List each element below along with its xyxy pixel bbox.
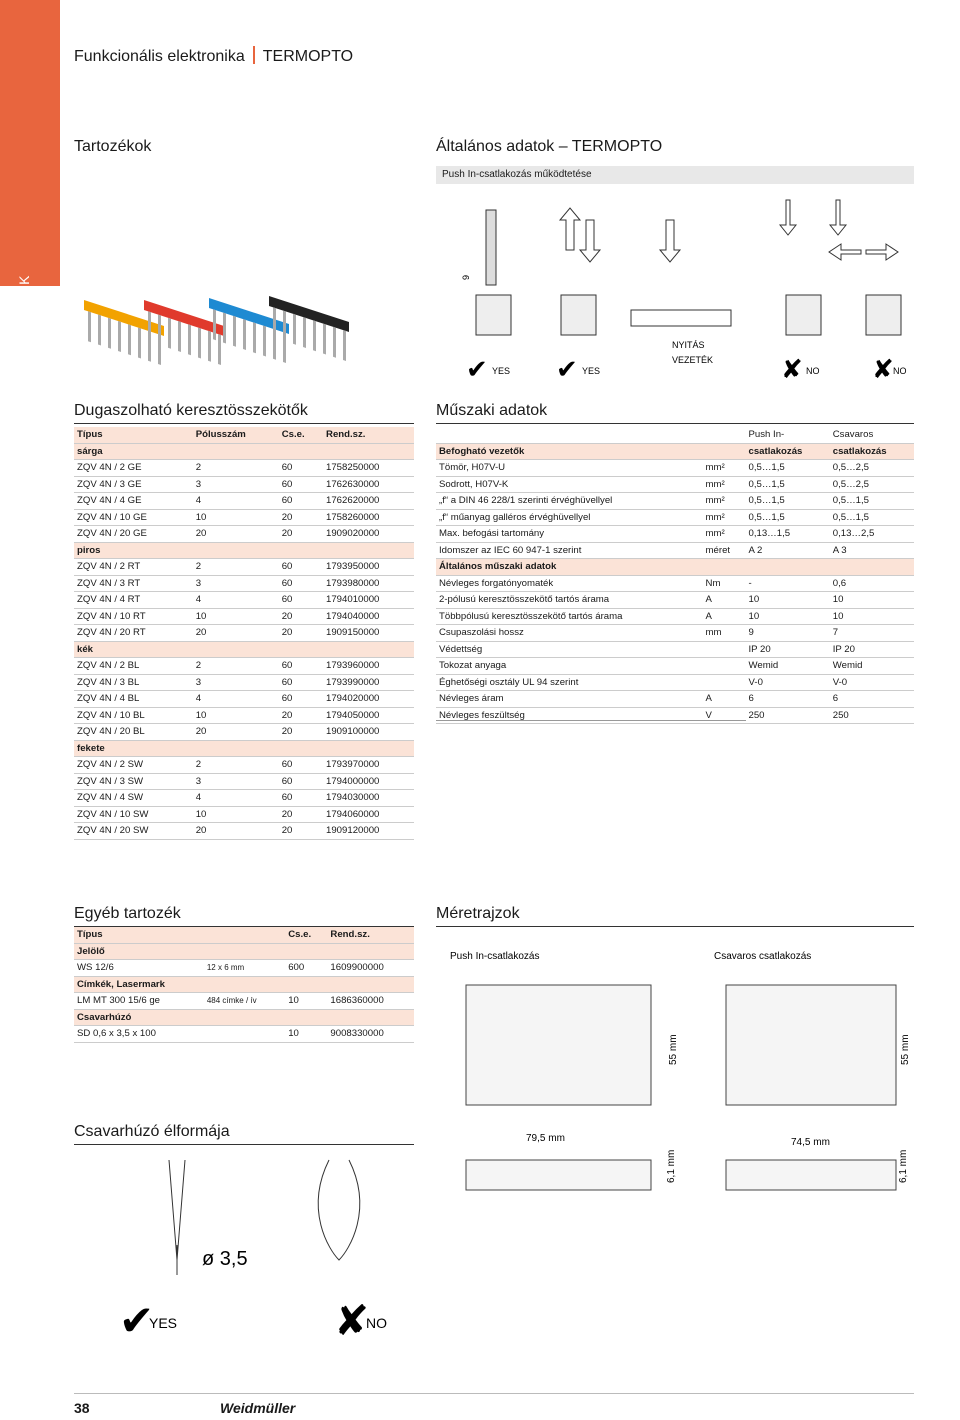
height-label-1: 55 mm xyxy=(668,1034,679,1065)
table-cell: ZQV 4N / 2 BL xyxy=(74,658,193,675)
table-cell: Védettség xyxy=(436,641,703,658)
table-cell: „f“ a DIN 46 228/1 szerinti érvéghüvellyel xyxy=(436,493,703,510)
table-cell: 0,5…2,5 xyxy=(830,460,914,477)
table-row xyxy=(74,790,414,807)
table-cell: ZQV 4N / 10 GE xyxy=(74,509,193,526)
footer-rule xyxy=(74,1393,914,1394)
table-cell: 20 xyxy=(279,806,323,823)
check-icon-1: ✔ xyxy=(466,354,488,384)
accessories-title: Tartozékok xyxy=(74,138,152,155)
table-row xyxy=(436,542,914,559)
table-cell: 4 xyxy=(193,691,279,708)
group-row xyxy=(74,976,414,993)
table-header-row xyxy=(74,427,414,443)
table-cell: 2 xyxy=(193,559,279,576)
table-cell xyxy=(703,674,746,691)
header-category: Funkcionális elektronika xyxy=(74,48,245,65)
table-cell: 10 xyxy=(285,1026,327,1043)
arrow-up-icon xyxy=(560,208,580,250)
table-cell: ZQV 4N / 20 RT xyxy=(74,625,193,642)
table-row xyxy=(74,493,414,510)
column-header: Cs.e. xyxy=(279,427,323,443)
no-label-2: NO xyxy=(893,366,907,376)
group-name: sárga xyxy=(74,443,414,460)
table-cell: 20 xyxy=(279,608,323,625)
table-row xyxy=(74,608,414,625)
table-cell: 20 xyxy=(279,724,323,741)
table-cell: 1609900000 xyxy=(327,960,414,977)
bridges-table xyxy=(74,427,414,840)
table-cell: 60 xyxy=(279,460,323,477)
table-cell: Sodrott, H07V-K xyxy=(436,476,703,493)
no-label-3: NO xyxy=(366,1315,387,1331)
group-row xyxy=(74,443,414,460)
table-cell: 1793970000 xyxy=(323,757,414,774)
tech-rule xyxy=(436,423,914,424)
group-row xyxy=(74,740,414,757)
bridges-rule xyxy=(74,423,414,424)
table-cell: 60 xyxy=(279,773,323,790)
open-label: NYITÁS xyxy=(672,340,705,350)
table-cell: 0,5…1,5 xyxy=(746,460,830,477)
yes-label-2: YES xyxy=(582,366,601,376)
table-cell: V xyxy=(703,707,746,724)
table-cell: mm² xyxy=(703,460,746,477)
wire-diagram xyxy=(631,310,731,326)
table-cell: ZQV 4N / 2 RT xyxy=(74,559,193,576)
table-cell: WS 12/6 xyxy=(74,960,204,977)
table-cell: 0,6 xyxy=(830,575,914,592)
tech-end-rule xyxy=(436,720,746,721)
group-name: Címkék, Lasermark xyxy=(74,976,414,993)
table-cell: 20 xyxy=(279,625,323,642)
screw-top-view xyxy=(726,1160,896,1190)
push-in-drawing-label: Push In-csatlakozás xyxy=(450,951,540,962)
table-cell: 10 xyxy=(193,509,279,526)
table-cell: Névleges áram xyxy=(436,691,703,708)
table-cell: 10 xyxy=(746,608,830,625)
table-cell: 2 xyxy=(193,757,279,774)
table-cell: 1758250000 xyxy=(323,460,414,477)
table-cell: 0,13…2,5 xyxy=(830,526,914,543)
table-cell: 60 xyxy=(279,658,323,675)
table-row xyxy=(436,658,914,675)
width-label-2: 74,5 mm xyxy=(791,1137,830,1148)
table-cell: mm² xyxy=(703,526,746,543)
brand-logo: Weidmüller xyxy=(220,1400,296,1416)
table-cell: 12 x 6 mm xyxy=(204,960,285,977)
table-cell: Névleges feszültség xyxy=(436,707,703,724)
check-icon-3: ✔ xyxy=(119,1297,155,1344)
table-row xyxy=(74,993,414,1010)
arrow-down-left-icon xyxy=(780,200,796,235)
driver-diagram xyxy=(74,1150,414,1350)
table-cell: 1793990000 xyxy=(323,674,414,691)
cross-icon-3: ✘ xyxy=(334,1297,370,1344)
table-cell: A xyxy=(703,691,746,708)
table-cell: A 2 xyxy=(746,542,830,559)
table-row xyxy=(436,691,914,708)
table-cell: 20 xyxy=(193,724,279,741)
table-row xyxy=(74,1026,414,1043)
table-row xyxy=(436,575,914,592)
table-cell: ZQV 4N / 4 BL xyxy=(74,691,193,708)
table-cell: 0,5…1,5 xyxy=(830,493,914,510)
table-cell: IP 20 xyxy=(830,641,914,658)
table-cell xyxy=(703,641,746,658)
table-cell: 1794040000 xyxy=(323,608,414,625)
table-cell: A xyxy=(703,608,746,625)
table-cell: méret xyxy=(703,542,746,559)
column-header: Típus xyxy=(74,427,193,443)
table-cell: 484 címke / ív xyxy=(204,993,285,1010)
table-cell: 3 xyxy=(193,476,279,493)
terminal-3 xyxy=(786,295,821,335)
tech-table xyxy=(436,427,914,724)
table-cell: mm² xyxy=(703,509,746,526)
table-cell: 1793950000 xyxy=(323,559,414,576)
table-row xyxy=(74,592,414,609)
table-cell: 10 xyxy=(830,592,914,609)
table-row xyxy=(436,674,914,691)
table-cell: 2 xyxy=(193,658,279,675)
push-in-operation-bar xyxy=(436,166,914,184)
table-cell: 0,5…1,5 xyxy=(746,493,830,510)
section-row xyxy=(436,559,914,576)
table-cell: - xyxy=(746,575,830,592)
table-cell: 1762630000 xyxy=(323,476,414,493)
table-cell: 4 xyxy=(193,790,279,807)
col-screw-header: Csavaros xyxy=(830,427,914,443)
table-cell: 60 xyxy=(279,575,323,592)
screwdriver-tip xyxy=(486,210,496,285)
table-row xyxy=(74,658,414,675)
table-cell: LM MT 300 15/6 ge xyxy=(74,993,204,1010)
table-cell: 2 xyxy=(193,460,279,477)
table-row xyxy=(74,575,414,592)
table-cell: 1686360000 xyxy=(327,993,414,1010)
arrow-down-right-icon xyxy=(830,200,846,235)
table-cell: 7 xyxy=(830,625,914,642)
table-cell: 60 xyxy=(279,592,323,609)
section-header: Általános műszaki adatok xyxy=(436,559,914,576)
tech-header-row-2 xyxy=(436,443,914,460)
terminal-2 xyxy=(561,295,596,335)
table-cell: 60 xyxy=(279,757,323,774)
screw-drawing-label: Csavaros csatlakozás xyxy=(714,951,812,962)
arrow-right-icon xyxy=(866,244,898,260)
table-cell: 1909100000 xyxy=(323,724,414,741)
table-cell: 1793980000 xyxy=(323,575,414,592)
table-cell: 60 xyxy=(279,674,323,691)
table-cell: 10 xyxy=(193,806,279,823)
dims-rule xyxy=(436,926,914,927)
table-row xyxy=(74,691,414,708)
table-cell: ZQV 4N / 3 SW xyxy=(74,773,193,790)
section-header: Befogható vezetők xyxy=(436,443,746,460)
width-label-1: 79,5 mm xyxy=(526,1133,565,1144)
table-cell: 1758260000 xyxy=(323,509,414,526)
table-row xyxy=(74,757,414,774)
table-cell: ZQV 4N / 10 RT xyxy=(74,608,193,625)
table-row xyxy=(436,707,914,724)
table-cell: 3 xyxy=(193,575,279,592)
table-cell: 20 xyxy=(193,526,279,543)
table-cell: 1794020000 xyxy=(323,691,414,708)
other-title: Egyéb tartozék xyxy=(74,905,181,922)
driver-rule xyxy=(74,1144,414,1145)
table-row xyxy=(436,509,914,526)
table-cell: 1909120000 xyxy=(323,823,414,840)
table-row xyxy=(74,460,414,477)
table-cell: Tokozat anyaga xyxy=(436,658,703,675)
check-icon-2: ✔ xyxy=(556,354,578,384)
table-cell: 2-pólusú keresztösszekötő tartós árama xyxy=(436,592,703,609)
table-cell: 0,5…1,5 xyxy=(746,476,830,493)
table-cell: mm xyxy=(703,625,746,642)
sidebar-label: ÚJDONSÁGOK xyxy=(16,274,32,378)
table-row xyxy=(74,625,414,642)
table-row xyxy=(436,625,914,642)
table-cell: 60 xyxy=(279,493,323,510)
table-cell: Wemid xyxy=(746,658,830,675)
table-row xyxy=(436,526,914,543)
tech-header-row-1 xyxy=(436,427,914,443)
dim-9-label: 9 xyxy=(461,274,471,280)
table-cell: 10 xyxy=(285,993,327,1010)
table-cell: 4 xyxy=(193,493,279,510)
table-cell: 10 xyxy=(746,592,830,609)
table-cell: ZQV 4N / 10 BL xyxy=(74,707,193,724)
table-cell: 250 xyxy=(830,707,914,724)
column-header: Pólusszám xyxy=(193,427,279,443)
table-cell: 1794000000 xyxy=(323,773,414,790)
push-in-side-view xyxy=(466,985,651,1105)
table-cell: 4 xyxy=(193,592,279,609)
table-row xyxy=(74,476,414,493)
column-header: Rend.sz. xyxy=(327,927,414,943)
table-row xyxy=(74,773,414,790)
table-cell: 60 xyxy=(279,790,323,807)
table-row xyxy=(74,559,414,576)
table-cell: 60 xyxy=(279,691,323,708)
group-row xyxy=(74,641,414,658)
table-cell: 9 xyxy=(746,625,830,642)
table-cell: Idomszer az IEC 60 947-1 szerint xyxy=(436,542,703,559)
table-cell: 1793960000 xyxy=(323,658,414,675)
table-cell: 10 xyxy=(193,707,279,724)
terminal-1 xyxy=(476,295,511,335)
table-cell: 3 xyxy=(193,674,279,691)
table-cell: V-0 xyxy=(830,674,914,691)
group-name: fekete xyxy=(74,740,414,757)
thickness-label-1: 6,1 mm xyxy=(666,1149,677,1183)
table-cell: 10 xyxy=(830,608,914,625)
table-cell: 20 xyxy=(193,823,279,840)
table-cell: 20 xyxy=(193,625,279,642)
table-cell: 1794010000 xyxy=(323,592,414,609)
col-push-header: Push In- xyxy=(746,427,830,443)
table-cell: ZQV 4N / 20 BL xyxy=(74,724,193,741)
table-cell: Nm xyxy=(703,575,746,592)
table-cell: ZQV 4N / 10 SW xyxy=(74,806,193,823)
height-label-2: 55 mm xyxy=(900,1034,911,1065)
table-cell: 9008330000 xyxy=(327,1026,414,1043)
table-cell: 600 xyxy=(285,960,327,977)
table-cell: 10 xyxy=(193,608,279,625)
table-cell: 6 xyxy=(830,691,914,708)
table-cell: 0,5…1,5 xyxy=(746,509,830,526)
group-name: Jelölő xyxy=(74,943,414,960)
table-cell: ZQV 4N / 3 BL xyxy=(74,674,193,691)
table-cell: 0,5…2,5 xyxy=(830,476,914,493)
push-in-operation-label: Push In-csatlakozás működtetése xyxy=(442,169,592,180)
table-cell: 1762620000 xyxy=(323,493,414,510)
table-cell: ZQV 4N / 3 RT xyxy=(74,575,193,592)
table-cell: IP 20 xyxy=(746,641,830,658)
group-name: kék xyxy=(74,641,414,658)
push-in-top-view xyxy=(466,1160,651,1190)
table-cell: Wemid xyxy=(830,658,914,675)
sidebar-tab xyxy=(0,108,60,378)
column-header: Rend.sz. xyxy=(323,427,414,443)
col-push-header-2: csatlakozás xyxy=(746,443,830,460)
thickness-label-2: 6,1 mm xyxy=(898,1149,909,1183)
bridges-title: Dugaszolható keresztösszekötők xyxy=(74,402,308,419)
top-color-bar xyxy=(0,0,60,108)
header-separator xyxy=(253,46,255,64)
group-name: Csavarhúzó xyxy=(74,1009,414,1026)
arrow-left-icon xyxy=(829,244,861,260)
blade-side-view xyxy=(318,1160,360,1260)
table-cell: ZQV 4N / 4 SW xyxy=(74,790,193,807)
table-cell: 0,5…1,5 xyxy=(830,509,914,526)
spacer-cell xyxy=(436,427,746,443)
column-header: Típus xyxy=(74,927,204,943)
table-cell: Tömör, H07V-U xyxy=(436,460,703,477)
table-row xyxy=(74,806,414,823)
terminal-4 xyxy=(866,295,901,335)
arrow-down-icon xyxy=(580,220,600,262)
table-cell: 250 xyxy=(746,707,830,724)
driver-title: Csavarhúzó élformája xyxy=(74,1123,230,1140)
group-row xyxy=(74,1009,414,1026)
table-cell: 1794060000 xyxy=(323,806,414,823)
table-cell: Névleges forgatónyomaték xyxy=(436,575,703,592)
table-cell: 1794030000 xyxy=(323,790,414,807)
table-cell: Csupaszolási hossz xyxy=(436,625,703,642)
table-row xyxy=(74,526,414,543)
table-cell: 20 xyxy=(279,707,323,724)
col-screw-header-2: csatlakozás xyxy=(830,443,914,460)
page-header xyxy=(74,46,353,66)
table-cell: 20 xyxy=(279,823,323,840)
tech-title: Műszaki adatok xyxy=(436,402,548,419)
screw-side-view xyxy=(726,985,896,1105)
yes-label-3: YES xyxy=(149,1315,178,1331)
group-row xyxy=(74,943,414,960)
wire-label: VEZETÉK xyxy=(672,355,714,365)
table-cell: 20 xyxy=(279,509,323,526)
table-cell: mm² xyxy=(703,476,746,493)
table-cell: 60 xyxy=(279,559,323,576)
table-cell xyxy=(204,1026,285,1043)
table-cell: mm² xyxy=(703,493,746,510)
arrow-down-icon-2 xyxy=(660,220,680,262)
other-table xyxy=(74,927,414,1043)
dims-title: Méretrajzok xyxy=(436,905,520,922)
column-header xyxy=(204,927,285,943)
table-cell: ZQV 4N / 4 GE xyxy=(74,493,193,510)
table-cell: „f“ műanyag galléros érvéghüvellyel xyxy=(436,509,703,526)
table-cell: 1909150000 xyxy=(323,625,414,642)
cross-connectors-image xyxy=(74,290,374,390)
table-header-row xyxy=(74,927,414,943)
table-row xyxy=(436,592,914,609)
cross-icon-2: ✘ xyxy=(872,354,894,384)
table-cell: A xyxy=(703,592,746,609)
table-cell: ZQV 4N / 3 GE xyxy=(74,476,193,493)
table-cell: V-0 xyxy=(746,674,830,691)
table-cell: 1794050000 xyxy=(323,707,414,724)
dimension-drawings xyxy=(436,935,914,1205)
table-cell: SD 0,6 x 3,5 x 100 xyxy=(74,1026,204,1043)
table-cell: 3 xyxy=(193,773,279,790)
table-row xyxy=(436,460,914,477)
table-row xyxy=(74,724,414,741)
table-cell: 60 xyxy=(279,476,323,493)
table-cell: ZQV 4N / 20 GE xyxy=(74,526,193,543)
table-cell: Max. befogási tartomány xyxy=(436,526,703,543)
cross-icon-1: ✘ xyxy=(781,354,803,384)
table-cell: Többpólusú keresztösszekötő tartós árama xyxy=(436,608,703,625)
table-row xyxy=(436,476,914,493)
group-row xyxy=(74,542,414,559)
table-cell: 6 xyxy=(746,691,830,708)
group-name: piros xyxy=(74,542,414,559)
table-row xyxy=(74,823,414,840)
header-product: TERMOPTO xyxy=(262,48,354,65)
diameter-label: ø 3,5 xyxy=(202,1248,248,1270)
table-row xyxy=(74,707,414,724)
table-cell: 1909020000 xyxy=(323,526,414,543)
no-label-1: NO xyxy=(806,366,820,376)
table-row xyxy=(74,960,414,977)
table-cell xyxy=(703,658,746,675)
table-row xyxy=(74,509,414,526)
table-cell: Éghetőségi osztály UL 94 szerint xyxy=(436,674,703,691)
operation-diagram xyxy=(436,190,916,390)
table-cell: 20 xyxy=(279,526,323,543)
yes-label-1: YES xyxy=(492,366,511,376)
table-row xyxy=(74,674,414,691)
table-cell: 0,13…1,5 xyxy=(746,526,830,543)
table-cell: ZQV 4N / 2 GE xyxy=(74,460,193,477)
column-header: Cs.e. xyxy=(285,927,327,943)
general-data-title: Általános adatok – TERMOPTO xyxy=(436,138,663,155)
table-row xyxy=(436,493,914,510)
page-number: 38 xyxy=(74,1400,90,1416)
table-cell: ZQV 4N / 4 RT xyxy=(74,592,193,609)
table-cell: ZQV 4N / 2 SW xyxy=(74,757,193,774)
table-row xyxy=(436,641,914,658)
table-cell: ZQV 4N / 20 SW xyxy=(74,823,193,840)
table-cell: A 3 xyxy=(830,542,914,559)
table-row xyxy=(436,608,914,625)
